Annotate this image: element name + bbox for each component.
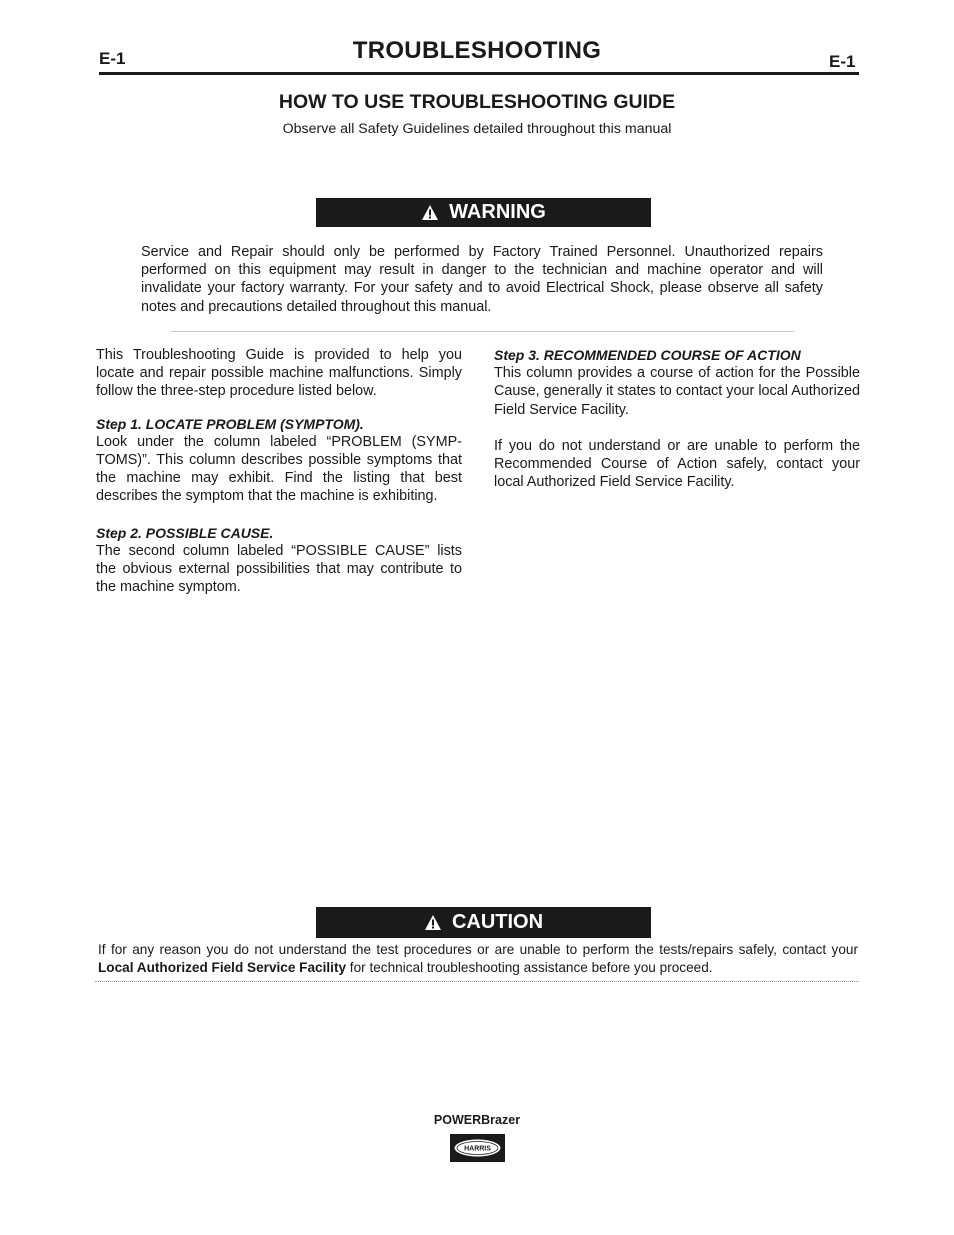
harris-logo [450, 1134, 505, 1167]
caution-text [98, 941, 858, 977]
warning-label: WARNING [449, 201, 546, 223]
warning-text: Service and Repair should only be performed by Factory Trained Personnel. Unauthorized repairs performed on this equipment may result in danger to the technician and machine operator and will invalidate your factory warranty. For your safety and to avoid Electrical Shock, please observe all safety notes and precautions detailed throughout this manual. [141, 244, 823, 315]
caution-label: CAUTION [451, 911, 544, 933]
warning-triangle-icon [421, 204, 439, 221]
section-title: HOW TO USE TROUBLESHOOTING GUIDE [278, 91, 676, 113]
step3-heading: Step 3. RECOMMENDED COURSE OF ACTION [494, 347, 801, 363]
caution-divider [95, 981, 859, 982]
guide-closing: If you do not understand or are unable to perform the Recommended Course of Action safely, contact your local Authorized Field Service Facility. [494, 437, 860, 491]
caution-text-before: If for any reason you do not understand the test procedures or are unable to perform the tests/repairs safely, contact your [98, 942, 858, 957]
page-number-right: E-1 [829, 52, 856, 71]
section-subtitle: Observe all Safety Guidelines detailed throughout this manual [282, 121, 672, 137]
caution-banner [316, 907, 651, 938]
step3-text: This column provides a course of action for the Possible Cause, generally it states to contact your local Authorized Field Service Facility. [494, 365, 860, 418]
step1-text: Look under the column labeled “PROBLEM (SYMPTOMS)”. This column describes possible symptoms that the machine may exhibit. Find the listing that best describes the symptom that the machine is exhibiting. [96, 433, 462, 505]
step2-heading: Step 2. POSSIBLE CAUSE. [96, 524, 274, 541]
warning-divider [171, 331, 794, 332]
svg-text:HARRIS: HARRIS [464, 1145, 491, 1153]
warning-triangle-icon [424, 914, 442, 931]
step1-heading: Step 1. LOCATE PROBLEM (SYMPTOM). [96, 415, 364, 432]
page-number-left: E-1 [99, 49, 126, 68]
guide-intro: This Troubleshooting Guide is provided to help you locate and repair possible machine malfunctions. Simply follow the three-step procedure listed below. [96, 347, 462, 400]
guide-column-left [96, 346, 462, 596]
caution-text-after: for technical troubleshooting assistance before you proceed. [346, 960, 713, 976]
page-title: TROUBLESHOOTING [352, 37, 602, 64]
caution-text-bold: Local Authorized Field Service Facility [98, 960, 347, 976]
header-rule [99, 72, 859, 75]
step2-text: The second column labeled “POSSIBLE CAUSE” lists the obvious external possibilities that may contribute to the machine symptom. [96, 542, 462, 596]
guide-column-right [494, 346, 860, 491]
footer-product-name: POWERBrazer [433, 1113, 521, 1127]
warning-banner [316, 198, 651, 227]
